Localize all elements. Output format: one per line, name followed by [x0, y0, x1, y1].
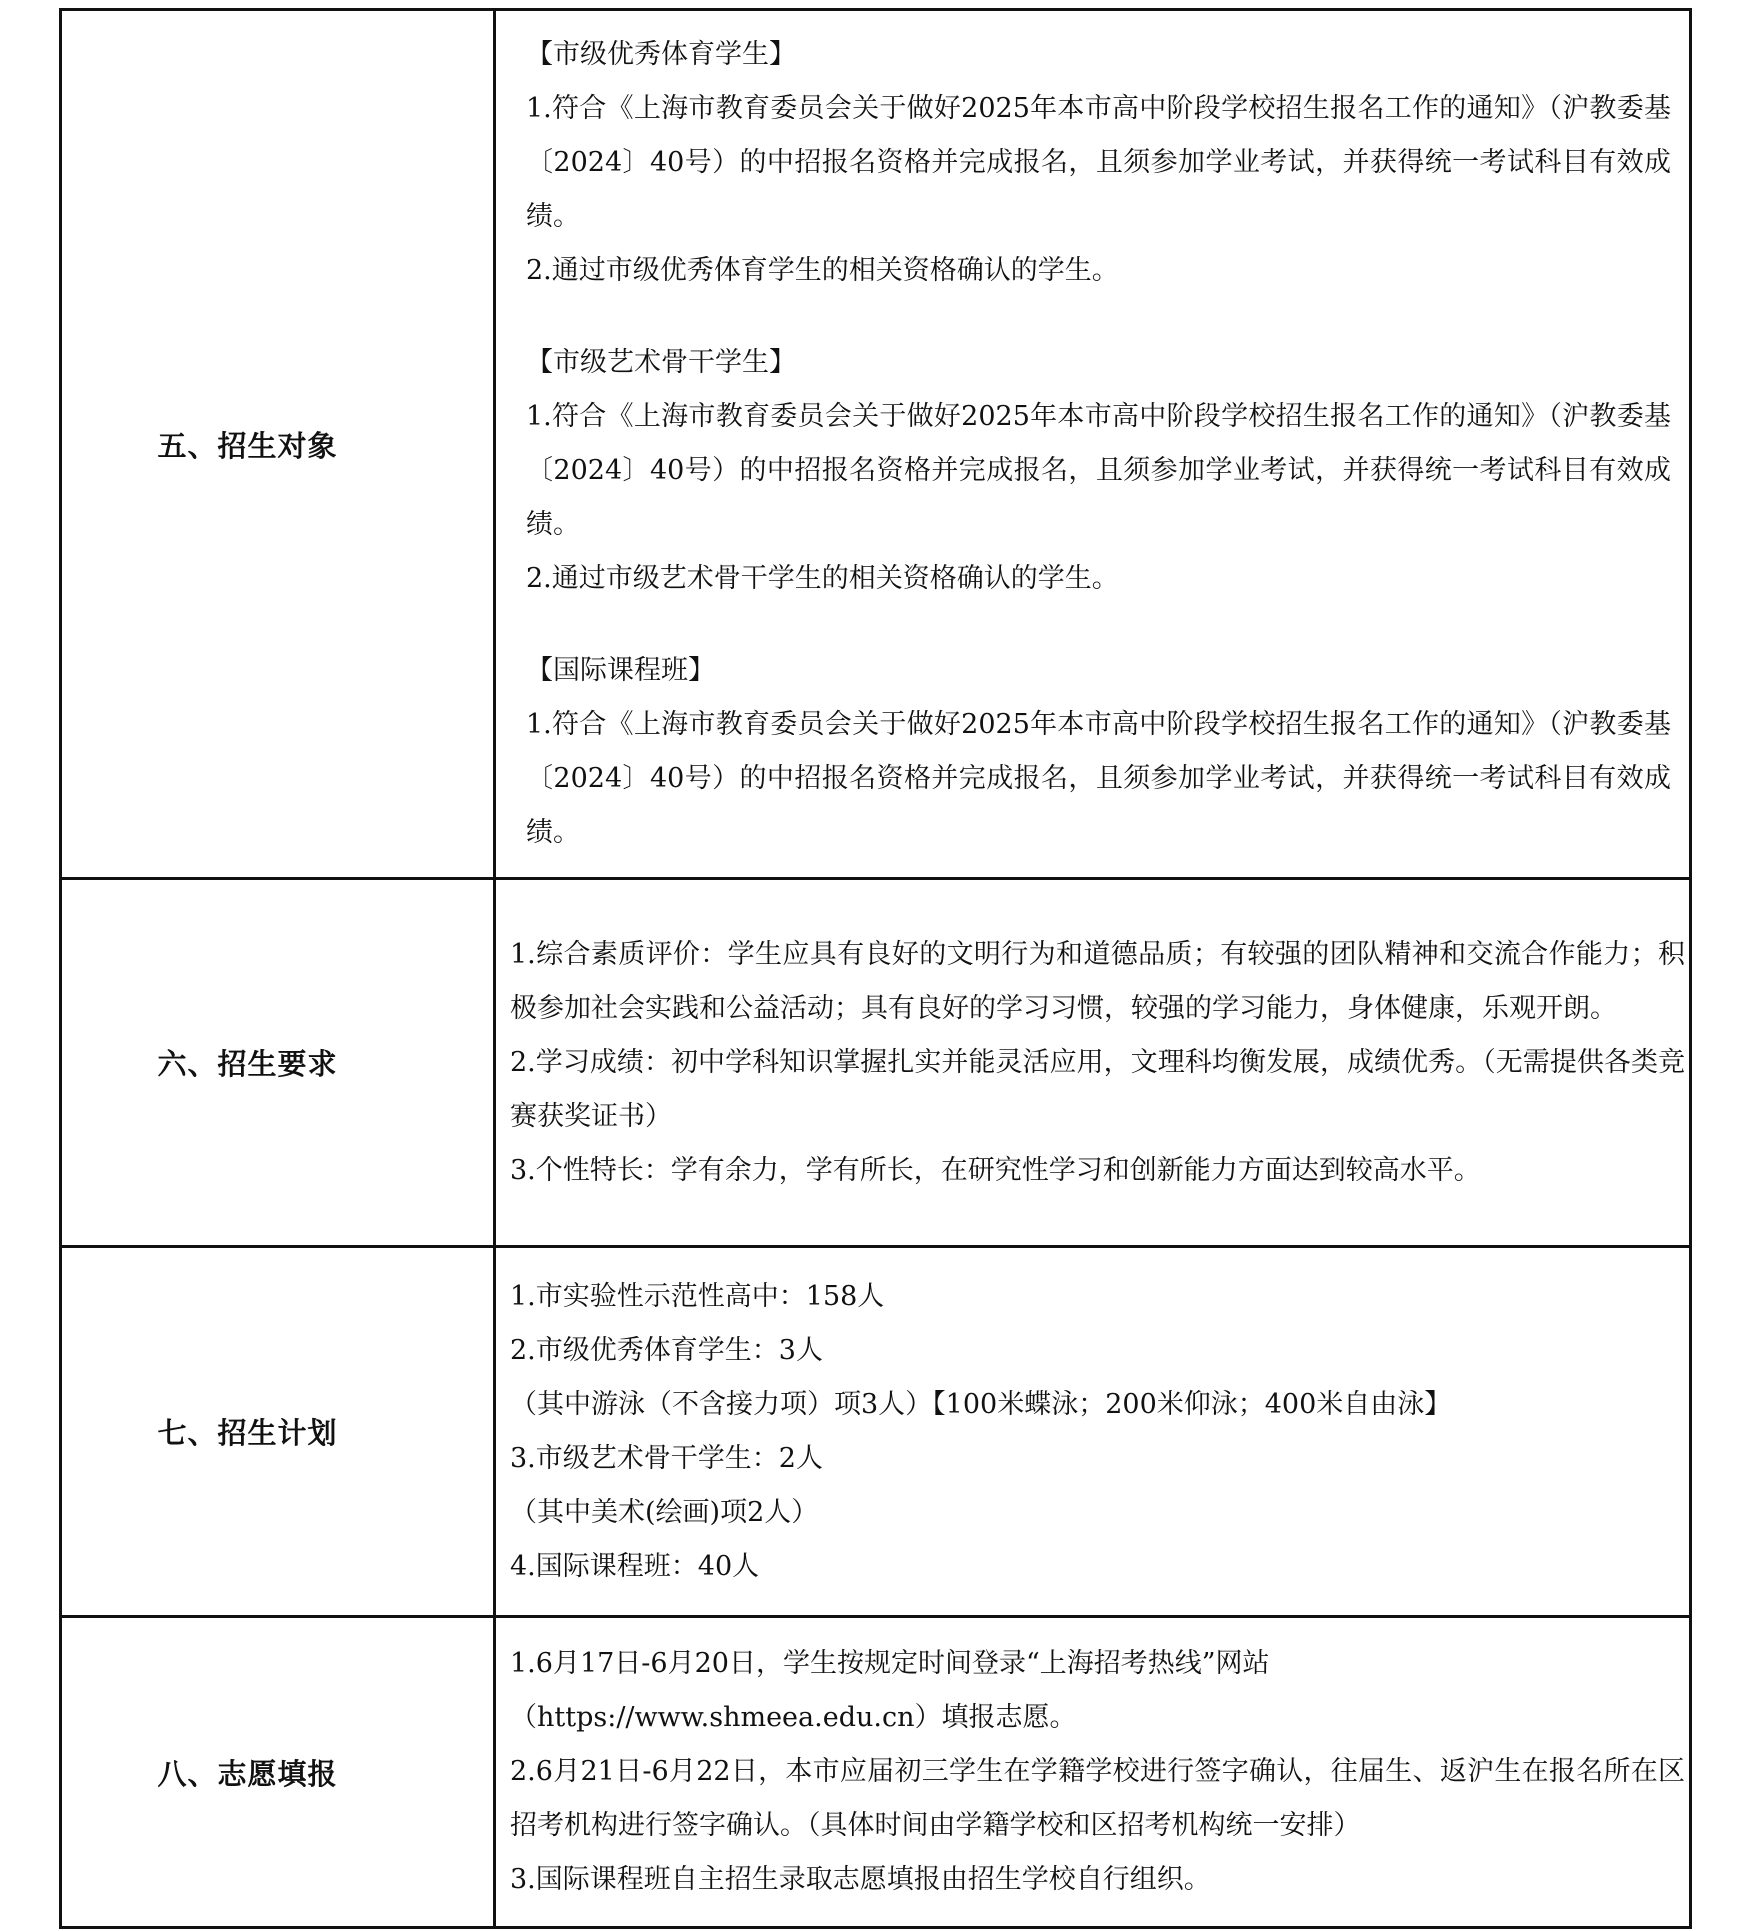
- row-heading-cell: [61, 1247, 495, 1617]
- requirement-group: [526, 336, 1671, 606]
- table-row: [61, 10, 1691, 879]
- row-heading-cell: [61, 1617, 495, 1928]
- row-heading-cell: [61, 10, 495, 879]
- row-content-cell: [495, 1247, 1691, 1617]
- requirement-group: [526, 28, 1671, 298]
- content-line: 4.国际课程班：40人: [510, 1550, 760, 1582]
- content-line: 2.通过市级艺术骨干学生的相关资格确认的学生。: [526, 563, 1119, 594]
- content-line: 2.6月21日-6月22日，本市应届初三学生在学籍学校进行签字确认，往届生、返沪生在报名所在区招考机构进行签字确认。（具体时间由学籍学校和区招考机构统一安排）: [510, 1756, 1685, 1841]
- table-row: [61, 1247, 1691, 1617]
- content-line: 2.通过市级优秀体育学生的相关资格确认的学生。: [526, 255, 1119, 286]
- content-line: 2.学习成绩：初中学科知识掌握扎实并能灵活应用，文理科均衡发展，成绩优秀。（无需提供各类竞赛获奖证书）: [510, 1046, 1685, 1132]
- row-heading: 八、志愿填报: [157, 1756, 338, 1791]
- content-line: （其中美术(绘画)项2人）: [510, 1496, 819, 1528]
- content-line: 1.符合《上海市教育委员会关于做好2025年本市高中阶段学校招生报名工作的通知》（沪教委基〔2024〕40号）的中招报名资格并完成报名，且须参加学业考试，并获得统一考试科目有效成绩。: [526, 401, 1671, 540]
- content-line: 1.符合《上海市教育委员会关于做好2025年本市高中阶段学校招生报名工作的通知》（沪教委基〔2024〕40号）的中招报名资格并完成报名，且须参加学业考试，并获得统一考试科目有效成绩。: [526, 709, 1671, 848]
- row-heading: 五、招生对象: [157, 428, 338, 463]
- table-row: [61, 1617, 1691, 1928]
- group-title: 【市级优秀体育学生】: [526, 39, 796, 70]
- row-content-cell: [495, 1617, 1691, 1928]
- content-line: 1.6月17日-6月20日，学生按规定时间登录“上海招考热线”网站: [510, 1648, 1270, 1679]
- content-line: 1.综合素质评价：学生应具有良好的文明行为和道德品质；有较强的团队精神和交流合作能力；积极参加社会实践和公益活动；具有良好的学习习惯，较强的学习能力，身体健康，乐观开朗。: [510, 938, 1685, 1024]
- content-line: 2.市级优秀体育学生：3人: [510, 1334, 823, 1366]
- content-line: 1.市实验性示范性高中：158人: [510, 1280, 885, 1312]
- group-title: 【市级艺术骨干学生】: [526, 347, 796, 378]
- enrollment-info-table: [59, 8, 1692, 1929]
- content-line: （https://www.shmeea.edu.cn）填报志愿。: [510, 1702, 1077, 1733]
- group-title: 【国际课程班】: [526, 655, 715, 686]
- row-heading-cell: [61, 879, 495, 1247]
- row-heading: 六、招生要求: [157, 1047, 338, 1081]
- content-line: 3.国际课程班自主招生录取志愿填报由招生学校自行组织。: [510, 1864, 1211, 1895]
- row-heading: 七、招生计划: [157, 1416, 338, 1450]
- content-line: （其中游泳（不含接力项）项3人）【100米蝶泳；200米仰泳；400米自由泳】: [510, 1388, 1452, 1420]
- content-line: 3.市级艺术骨干学生：2人: [510, 1442, 823, 1474]
- content-line: 1.符合《上海市教育委员会关于做好2025年本市高中阶段学校招生报名工作的通知》（沪教委基〔2024〕40号）的中招报名资格并完成报名，且须参加学业考试，并获得统一考试科目有效成绩。: [526, 93, 1671, 232]
- requirement-group: [526, 644, 1671, 860]
- row-content-cell: [495, 879, 1691, 1247]
- content-line: 3.个性特长：学有余力，学有所长，在研究性学习和创新能力方面达到较高水平。: [510, 1154, 1481, 1186]
- table-row: [61, 879, 1691, 1247]
- row-content-cell: [495, 10, 1691, 879]
